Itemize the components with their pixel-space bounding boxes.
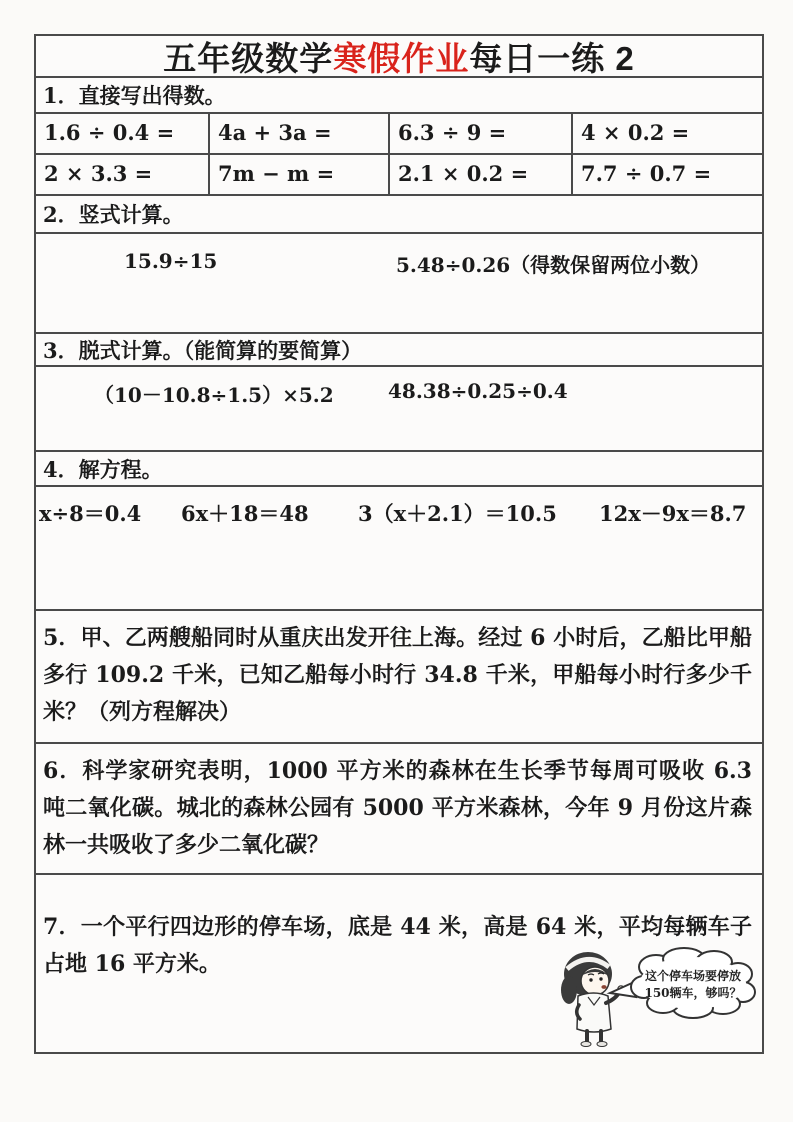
- section-3-heading-text: 3．脱式计算。（能简算的要简算）: [43, 337, 363, 363]
- section-3-heading: [36, 334, 762, 367]
- vertical-calc-problem-2: 5.48÷0.26（得数保留两位小数）: [396, 253, 711, 277]
- section-2-heading-text: 2．竖式计算。: [43, 202, 184, 227]
- section-2-work-area: [36, 234, 762, 334]
- title-text-highlight: 寒假作业: [333, 39, 470, 77]
- speech-bubble-text-line2: 150辆车，够吗？: [644, 986, 742, 1000]
- equation-4: 12x－9x＝8.7: [599, 501, 747, 526]
- section-4-heading-text: 4．解方程。: [43, 456, 163, 482]
- calc-cell: 7m − m =: [210, 155, 390, 196]
- equation-2: 6x＋18＝48: [181, 501, 309, 526]
- section-3-work-area: [36, 367, 762, 452]
- girl-character-icon: [561, 952, 624, 1047]
- section-1-heading-text: 1．直接写出得数。: [43, 83, 226, 108]
- section-1-heading: [36, 78, 762, 114]
- vertical-calc-problem-1: 15.9÷15: [124, 249, 218, 273]
- stepwise-calc-problem-1: （10－10.8÷1.5）×5.2: [94, 383, 334, 407]
- title-text-right: 每日一练 2: [469, 39, 635, 77]
- speech-bubble-text-line1: 这个停车场要停放: [644, 969, 742, 983]
- word-problem-5-text: 5．甲、乙两艘船同时从重庆出发开往上海。经过 6 小时后，乙船比甲船多行 109.2 千米，已知乙船每小时行 34.8 千米，甲船每小时行多少千米？（列方程解决）: [43, 625, 752, 725]
- calc-cell: 4 × 0.2 =: [573, 114, 762, 155]
- calc-cell: 7.7 ÷ 0.7 =: [581, 161, 712, 186]
- calc-cell: 1.6 ÷ 0.4 =: [36, 114, 210, 155]
- speech-bubble: [610, 948, 755, 1018]
- calc-cell: 4a + 3a =: [210, 114, 390, 155]
- worksheet-table: [34, 34, 764, 1054]
- quick-calc-grid: [36, 114, 762, 196]
- page-title: [36, 36, 762, 78]
- word-problem-6: [36, 744, 762, 875]
- word-problem-7: [36, 875, 762, 1052]
- calc-cell: 2.1 × 0.2 =: [390, 155, 573, 196]
- word-problem-5: [36, 611, 762, 744]
- word-problem-6-text: 6．科学家研究表明，1000 平方米的森林在生长季节每周可吸收 6.3 吨二氧化碳。城北的森林公园有 5000 平方米森林，今年 9 月份这片森林一共吸收了多少二氧化碳？: [43, 758, 752, 858]
- title-text-left: 五年级数学: [163, 39, 334, 77]
- calc-cell: 2 × 3.3 =: [36, 155, 210, 196]
- cartoon-illustration: [552, 945, 760, 1051]
- word-problem-7-text: 7．一个平行四边形的停车场，底是 44 米，高是 64 米，平均每辆车子占地 16 平方米。: [43, 914, 752, 977]
- section-2-heading: [36, 196, 762, 234]
- equation-1: x÷8＝0.4: [39, 501, 142, 526]
- calc-cell: 6.3 ÷ 9 =: [390, 114, 573, 155]
- section-4-work-area: [36, 487, 762, 611]
- equation-3: 3（x＋2.1）＝10.5: [358, 501, 557, 526]
- section-4-heading: [36, 452, 762, 487]
- stepwise-calc-problem-2: 48.38÷0.25÷0.4: [388, 379, 568, 403]
